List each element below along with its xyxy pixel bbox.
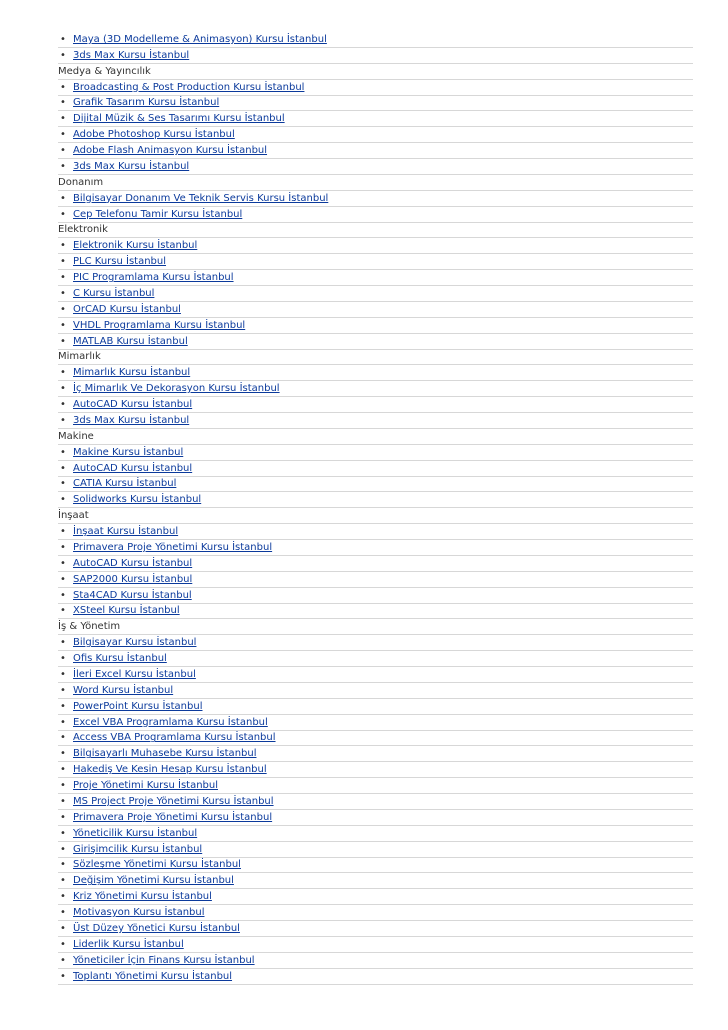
bullet-icon: • xyxy=(60,605,66,617)
course-link[interactable]: SAP2000 Kursu İstanbul xyxy=(73,573,193,585)
bullet-icon: • xyxy=(60,160,66,172)
course-link[interactable]: Motivasyon Kursu İstanbul xyxy=(73,907,205,919)
list-item xyxy=(58,238,693,254)
course-link[interactable]: Word Kursu İstanbul xyxy=(73,684,174,696)
list-item xyxy=(58,302,693,318)
bullet-icon: • xyxy=(60,748,66,760)
course-link[interactable]: Broadcasting & Post Production Kursu İstanbul xyxy=(73,81,305,93)
bullet-icon: • xyxy=(60,684,66,696)
course-link[interactable]: PLC Kursu İstanbul xyxy=(73,256,167,268)
list-item xyxy=(58,937,693,953)
list-item xyxy=(58,461,693,477)
bullet-icon: • xyxy=(60,414,66,426)
list-item xyxy=(58,48,693,64)
course-link[interactable]: Yöneticiler İçin Finans Kursu İstanbul xyxy=(73,954,255,966)
course-link[interactable]: VHDL Programlama Kursu İstanbul xyxy=(73,319,246,331)
list-item xyxy=(58,572,693,588)
course-link[interactable]: Girişimcilik Kursu İstanbul xyxy=(73,843,203,855)
category-heading xyxy=(58,429,693,445)
list-item xyxy=(58,699,693,715)
course-link[interactable]: CATIA Kursu İstanbul xyxy=(73,478,177,490)
course-link[interactable]: Toplantı Yönetimi Kursu İstanbul xyxy=(73,970,233,982)
bullet-icon: • xyxy=(60,446,66,458)
list-item xyxy=(58,334,693,350)
bullet-icon: • xyxy=(60,399,66,411)
list-item xyxy=(58,604,693,620)
category-label: Donanım xyxy=(58,176,104,188)
list-item xyxy=(58,667,693,683)
bullet-icon: • xyxy=(60,541,66,553)
course-link[interactable]: Maya (3D Modelleme & Animasyon) Kursu İstanbul xyxy=(73,33,327,45)
category-label: Makine xyxy=(58,430,94,442)
course-link[interactable]: Elektronik Kursu İstanbul xyxy=(73,240,198,252)
course-link[interactable]: Excel VBA Programlama Kursu İstanbul xyxy=(73,716,268,728)
course-link[interactable]: Sözleşme Yönetimi Kursu İstanbul xyxy=(73,859,241,871)
list-item xyxy=(58,286,693,302)
category-heading xyxy=(58,508,693,524)
bullet-icon: • xyxy=(60,716,66,728)
list-item xyxy=(58,842,693,858)
list-item xyxy=(58,556,693,572)
course-link[interactable]: Access VBA Programlama Kursu İstanbul xyxy=(73,732,276,744)
bullet-icon: • xyxy=(60,811,66,823)
list-item xyxy=(58,80,693,96)
course-link[interactable]: 3ds Max Kursu İstanbul xyxy=(73,160,190,172)
bullet-icon: • xyxy=(60,637,66,649)
list-item xyxy=(58,969,693,985)
list-item xyxy=(58,635,693,651)
course-link[interactable]: Makine Kursu İstanbul xyxy=(73,446,184,458)
course-link[interactable]: Dijital Müzik & Ses Tasarımı Kursu İstanbul xyxy=(73,113,285,125)
course-link[interactable]: OrCAD Kursu İstanbul xyxy=(73,303,181,315)
bullet-icon: • xyxy=(60,732,66,744)
list-item xyxy=(58,318,693,334)
list-item xyxy=(58,921,693,937)
course-link[interactable]: Grafik Tasarım Kursu İstanbul xyxy=(73,97,220,109)
category-label: İnşaat xyxy=(58,510,89,522)
list-item xyxy=(58,524,693,540)
list-item xyxy=(58,826,693,842)
course-link[interactable]: Bilgisayarlı Muhasebe Kursu İstanbul xyxy=(73,748,257,760)
course-link[interactable]: Adobe Flash Animasyon Kursu İstanbul xyxy=(73,145,268,157)
course-link[interactable]: MS Project Proje Yönetimi Kursu İstanbul xyxy=(73,795,274,807)
list-item xyxy=(58,413,693,429)
course-link[interactable]: İnşaat Kursu İstanbul xyxy=(73,526,179,538)
bullet-icon: • xyxy=(60,478,66,490)
list-item xyxy=(58,111,693,127)
bullet-icon: • xyxy=(60,875,66,887)
course-link[interactable]: Mimarlık Kursu İstanbul xyxy=(73,367,191,379)
list-item xyxy=(58,397,693,413)
course-link[interactable]: Primavera Proje Yönetimi Kursu İstanbul xyxy=(73,811,273,823)
bullet-icon: • xyxy=(60,240,66,252)
bullet-icon: • xyxy=(60,319,66,331)
list-item xyxy=(58,778,693,794)
list-item xyxy=(58,32,693,48)
bullet-icon: • xyxy=(60,589,66,601)
bullet-icon: • xyxy=(60,145,66,157)
bullet-icon: • xyxy=(60,383,66,395)
category-label: İş & Yönetim xyxy=(58,621,121,633)
course-link[interactable]: 3ds Max Kursu İstanbul xyxy=(73,414,190,426)
category-heading xyxy=(58,619,693,635)
list-item xyxy=(58,207,693,223)
bullet-icon: • xyxy=(60,256,66,268)
list-item xyxy=(58,746,693,762)
bullet-icon: • xyxy=(60,287,66,299)
list-item xyxy=(58,254,693,270)
course-link[interactable]: Cep Telefonu Tamir Kursu İstanbul xyxy=(73,208,243,220)
list-item xyxy=(58,762,693,778)
list-item xyxy=(58,159,693,175)
bullet-icon: • xyxy=(60,81,66,93)
list-item xyxy=(58,889,693,905)
bullet-icon: • xyxy=(60,335,66,347)
bullet-icon: • xyxy=(60,859,66,871)
course-link[interactable]: Ofis Kursu İstanbul xyxy=(73,653,167,665)
category-heading xyxy=(58,350,693,366)
list-item xyxy=(58,127,693,143)
list-item xyxy=(58,651,693,667)
list-item xyxy=(58,96,693,112)
bullet-icon: • xyxy=(60,303,66,315)
bullet-icon: • xyxy=(60,192,66,204)
course-link[interactable]: Üst Düzey Yönetici Kursu İstanbul xyxy=(73,922,240,934)
list-item xyxy=(58,381,693,397)
category-label: Medya & Yayıncılık xyxy=(58,65,151,77)
bullet-icon: • xyxy=(60,113,66,125)
list-item xyxy=(58,794,693,810)
course-link[interactable]: Hakediş Ve Kesin Hesap Kursu İstanbul xyxy=(73,764,267,776)
bullet-icon: • xyxy=(60,526,66,538)
category-label: Elektronik xyxy=(58,224,108,236)
list-item xyxy=(58,445,693,461)
bullet-icon: • xyxy=(60,653,66,665)
list-item xyxy=(58,492,693,508)
list-item xyxy=(58,873,693,889)
bullet-icon: • xyxy=(60,494,66,506)
course-link[interactable]: PIC Programlama Kursu İstanbul xyxy=(73,272,234,284)
category-label: Mimarlık xyxy=(58,351,101,363)
bullet-icon: • xyxy=(60,97,66,109)
course-link[interactable]: Adobe Photoshop Kursu İstanbul xyxy=(73,129,235,141)
course-link[interactable]: MATLAB Kursu İstanbul xyxy=(73,335,188,347)
category-heading xyxy=(58,64,693,80)
bullet-icon: • xyxy=(60,843,66,855)
course-link[interactable]: 3ds Max Kursu İstanbul xyxy=(73,49,190,61)
bullet-icon: • xyxy=(60,827,66,839)
list-item xyxy=(58,715,693,731)
course-link[interactable]: XSteel Kursu İstanbul xyxy=(73,605,180,617)
list-item xyxy=(58,540,693,556)
bullet-icon: • xyxy=(60,780,66,792)
course-link[interactable]: Yöneticilik Kursu İstanbul xyxy=(73,827,198,839)
bullet-icon: • xyxy=(60,970,66,982)
list-item xyxy=(58,588,693,604)
bullet-icon: • xyxy=(60,573,66,585)
bullet-icon: • xyxy=(60,33,66,45)
bullet-icon: • xyxy=(60,700,66,712)
bullet-icon: • xyxy=(60,795,66,807)
list-item xyxy=(58,477,693,493)
category-heading xyxy=(58,175,693,191)
course-link[interactable]: Değişim Yönetimi Kursu İstanbul xyxy=(73,875,234,887)
course-link[interactable]: Bilgisayar Kursu İstanbul xyxy=(73,637,197,649)
course-link[interactable]: AutoCAD Kursu İstanbul xyxy=(73,557,193,569)
bullet-icon: • xyxy=(60,938,66,950)
course-link[interactable]: C Kursu İstanbul xyxy=(73,287,155,299)
bullet-icon: • xyxy=(60,49,66,61)
bullet-icon: • xyxy=(60,367,66,379)
list-item xyxy=(58,953,693,969)
list-item xyxy=(58,191,693,207)
course-link[interactable]: İç Mimarlık Ve Dekorasyon Kursu İstanbul xyxy=(73,383,280,395)
list-item xyxy=(58,365,693,381)
course-link[interactable]: Kriz Yönetimi Kursu İstanbul xyxy=(73,891,212,903)
bullet-icon: • xyxy=(60,668,66,680)
bullet-icon: • xyxy=(60,907,66,919)
list-item xyxy=(58,905,693,921)
course-link[interactable]: Solidworks Kursu İstanbul xyxy=(73,494,202,506)
course-link[interactable]: Bilgisayar Donanım Ve Teknik Servis Kursu İstanbul xyxy=(73,192,329,204)
course-link[interactable]: Sta4CAD Kursu İstanbul xyxy=(73,589,192,601)
course-link[interactable]: Liderlik Kursu İstanbul xyxy=(73,938,184,950)
course-link[interactable]: İleri Excel Kursu İstanbul xyxy=(73,668,196,680)
category-heading xyxy=(58,223,693,239)
bullet-icon: • xyxy=(60,272,66,284)
bullet-icon: • xyxy=(60,764,66,776)
bullet-icon: • xyxy=(60,891,66,903)
bullet-icon: • xyxy=(60,954,66,966)
bullet-icon: • xyxy=(60,922,66,934)
course-link[interactable]: AutoCAD Kursu İstanbul xyxy=(73,399,193,411)
bullet-icon: • xyxy=(60,462,66,474)
course-link[interactable]: PowerPoint Kursu İstanbul xyxy=(73,700,203,712)
course-link[interactable]: AutoCAD Kursu İstanbul xyxy=(73,462,193,474)
list-item xyxy=(58,143,693,159)
course-list-document xyxy=(58,32,693,985)
bullet-icon: • xyxy=(60,208,66,220)
bullet-icon: • xyxy=(60,557,66,569)
course-link[interactable]: Proje Yönetimi Kursu İstanbul xyxy=(73,780,219,792)
list-item xyxy=(58,731,693,747)
list-item xyxy=(58,810,693,826)
course-link[interactable]: Primavera Proje Yönetimi Kursu İstanbul xyxy=(73,541,273,553)
list-item xyxy=(58,270,693,286)
list-item xyxy=(58,683,693,699)
bullet-icon: • xyxy=(60,129,66,141)
list-item xyxy=(58,858,693,874)
